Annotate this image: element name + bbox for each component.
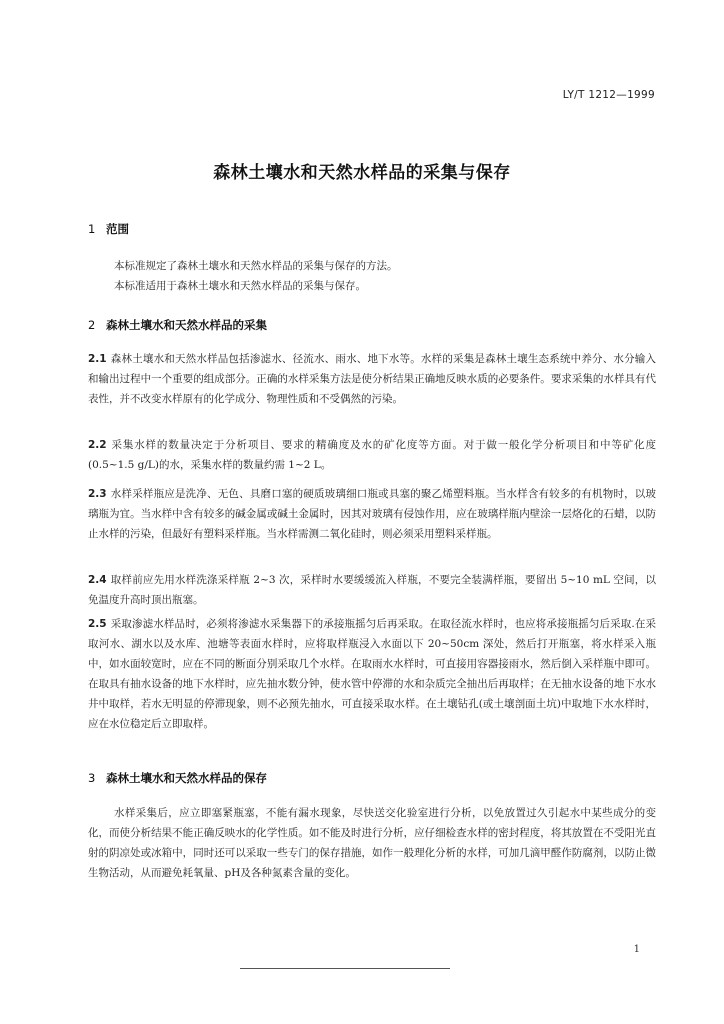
section-3-title: 森林土壤水和天然水样品的保存 bbox=[106, 771, 267, 785]
section-1-title: 范围 bbox=[106, 222, 129, 236]
clause-2-3 bbox=[88, 484, 656, 544]
section-2-heading bbox=[88, 317, 267, 333]
clause-2-1-text: 森林土壤水和天然水样品包括渗滤水、径流水、雨水、地下水等。水样的采集是森林土壤生态系统中养分、水分输入和输出过程中一个重要的组成部分。正确的水样采集方法是使分析结果正确地反映水质的必要条件。要求采集的水样具有代表性，并不改变水样原有的化学成分、物理性质和不受偶然的污染。 bbox=[88, 353, 656, 405]
section-1-line-1: 本标准规定了森林土壤水和天然水样品的采集与保存的方法。 bbox=[114, 260, 398, 272]
section-3-number: 3 bbox=[88, 771, 96, 785]
clause-2-5 bbox=[88, 614, 656, 734]
clause-2-4 bbox=[88, 570, 656, 610]
clause-2-4-text: 取样前应先用水样洗涤采样瓶 2~3 次，采样时水要缓缓流入样瓶，不要完全装满样瓶，要留出 5~10 mL 空间，以免温度升高时顶出瓶塞。 bbox=[88, 574, 656, 606]
clause-2-1-number: 2.1 bbox=[88, 353, 107, 365]
clause-2-1 bbox=[88, 349, 656, 409]
document-title: 森林土壤水和天然水样品的采集与保存 bbox=[213, 163, 511, 183]
section-2-title: 森林土壤水和天然水样品的采集 bbox=[106, 318, 267, 332]
clause-2-2-text: 采集水样的数量决定于分析项目、要求的精确度及水的矿化度等方面。对于做一般化学分析项目和中等矿化度(0.5~1.5 g/L)的水，采集水样的数量约需 1~2 L。 bbox=[88, 439, 656, 471]
clause-2-3-number: 2.3 bbox=[88, 488, 107, 500]
standard-code: LY/T 1212—1999 bbox=[562, 89, 655, 101]
section-1-number: 1 bbox=[88, 222, 96, 236]
clause-2-2 bbox=[88, 435, 656, 475]
footer-rule bbox=[240, 968, 450, 969]
clause-2-5-text: 采取渗滤水样品时，必须将渗滤水采集器下的承接瓶摇匀后再采取。在取径流水样时，也应将承接瓶摇匀后采取.在采取河水、湖水以及水库、池塘等表面水样时，应将取样瓶浸入水面以下 20~50cm 深处，然后打开瓶塞，将水样采入瓶中，如水面较宽时，应在不同的断面分别采取几个水样。在取雨水水样时，可直接用容器接雨水，然后倒入采样瓶中即可。在取具有抽水设备的地下水样时，应先抽水数分钟，使水管中停滞的水和杂质完全抽出后再取样；在无抽水设备的地下水水井中取样，若水无明显的停滞现象，则不必预先抽水，可直接采取水样。在土壤钻孔(或土壤剖面土坑)中取地下水水样时，应在水位稳定后立即取样。 bbox=[88, 618, 656, 730]
clause-2-2-number: 2.2 bbox=[88, 439, 107, 451]
section-2-number: 2 bbox=[88, 318, 96, 332]
clause-2-3-text: 水样采样瓶应是洗净、无色、具磨口塞的硬质玻璃细口瓶或具塞的聚乙烯塑料瓶。当水样含有较多的有机物时，以玻璃瓶为宜。当水样中含有较多的碱金属或碱土金属时，因其对玻璃有侵蚀作用，应在玻璃样瓶内壁涂一层烙化的石蜡，以防止水样的污染，但最好有塑料采样瓶。当水样需测二氧化硅时，则必须采用塑料采样瓶。 bbox=[88, 488, 656, 540]
section-1-line-2: 本标准适用于森林土壤水和天然水样品的采集与保存。 bbox=[114, 280, 366, 292]
clause-2-4-number: 2.4 bbox=[88, 574, 107, 586]
clause-2-5-number: 2.5 bbox=[88, 618, 107, 630]
section-1-heading bbox=[88, 221, 129, 237]
section-3-heading bbox=[88, 770, 267, 786]
page-number: 1 bbox=[633, 944, 640, 955]
section-3-paragraph: 水样采集后，应立即塞紧瓶塞，不能有漏水现象，尽快送交化验室进行分析，以免放置过久引起水中某些成分的变化，而使分析结果不能正确反映水的化学性质。如不能及时进行分析，应仔细检查水样的密封程度，将其放置在不受阳光直射的阴凉处或冰箱中，同时还可以采取一些专门的保存措施，如作一般理化分析的水样，可加几滴甲醛作防腐剂，以防止微生物活动，从而避免耗氧量、pH及各种氮素含量的变化。 bbox=[88, 807, 656, 879]
